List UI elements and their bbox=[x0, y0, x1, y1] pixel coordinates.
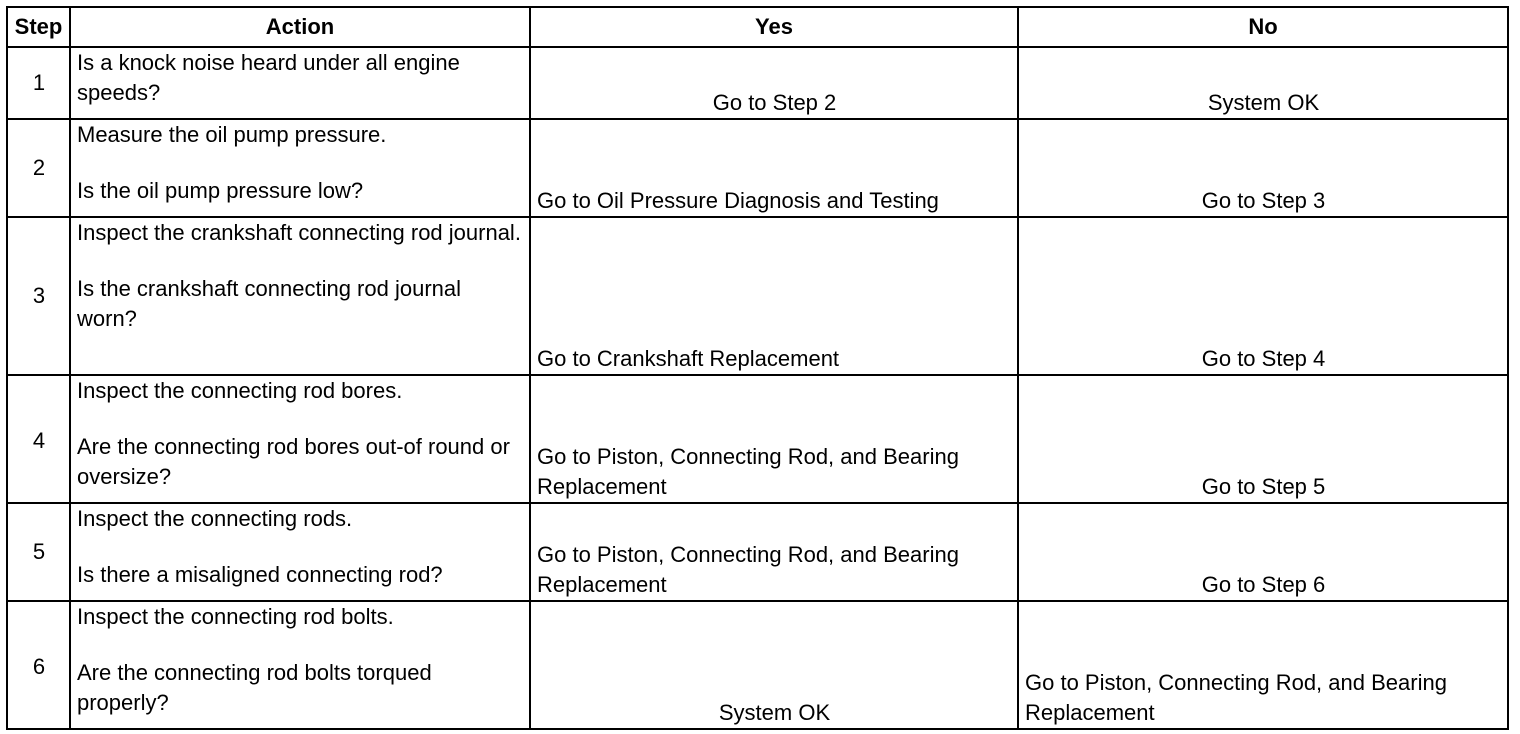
action-instruction: Inspect the crankshaft connecting rod journal. bbox=[77, 220, 521, 245]
step-number: 5 bbox=[7, 503, 70, 601]
step-number-cell bbox=[7, 601, 70, 729]
yes-result: Go to Oil Pressure Diagnosis and Testing bbox=[530, 119, 1018, 217]
header-row bbox=[7, 7, 1508, 47]
action-cell bbox=[70, 503, 530, 601]
action-cell bbox=[70, 119, 530, 217]
header-no: No bbox=[1018, 7, 1508, 47]
no-result: Go to Step 3 bbox=[1018, 119, 1508, 217]
no-result: Go to Piston, Connecting Rod, and Bearing Replacement bbox=[1018, 601, 1508, 729]
table-row bbox=[7, 503, 1508, 601]
action-question: Is the crankshaft connecting rod journal worn? bbox=[77, 276, 462, 331]
action-cell bbox=[70, 47, 530, 119]
action-cell bbox=[70, 375, 530, 503]
action-instruction: Inspect the connecting rod bolts. bbox=[77, 604, 394, 629]
yes-result: Go to Piston, Connecting Rod, and Bearing Replacement bbox=[530, 503, 1018, 601]
header-action: Action bbox=[70, 7, 530, 47]
no-result: System OK bbox=[1018, 47, 1508, 119]
action-cell bbox=[70, 217, 530, 375]
yes-result: Go to Piston, Connecting Rod, and Bearing Replacement bbox=[530, 375, 1018, 503]
table-row bbox=[7, 375, 1508, 503]
step-number-cell bbox=[7, 375, 70, 503]
step-number: 3 bbox=[7, 217, 70, 375]
header-step: Step bbox=[7, 7, 70, 47]
table-row bbox=[7, 601, 1508, 729]
diagnostic-table bbox=[6, 6, 1509, 730]
action-question: Are the connecting rod bores out-of round or oversize? bbox=[77, 434, 510, 489]
table-row bbox=[7, 217, 1508, 375]
yes-result: Go to Step 2 bbox=[530, 47, 1018, 119]
step-number: 2 bbox=[7, 119, 70, 217]
no-result: Go to Step 6 bbox=[1018, 503, 1508, 601]
action-question: Is the oil pump pressure low? bbox=[77, 178, 364, 203]
no-result: Go to Step 5 bbox=[1018, 375, 1508, 503]
step-number: 6 bbox=[32, 654, 46, 679]
action-instruction: Inspect the connecting rods. bbox=[77, 506, 353, 531]
diagnostic-table-container bbox=[6, 6, 1507, 730]
no-result: Go to Step 4 bbox=[1018, 217, 1508, 375]
action-instruction: Inspect the connecting rod bores. bbox=[77, 378, 403, 403]
action-question: Are the connecting rod bolts torqued properly? bbox=[77, 660, 432, 715]
yes-result: System OK bbox=[530, 601, 1018, 729]
table-row bbox=[7, 47, 1508, 119]
action-instruction: Measure the oil pump pressure. bbox=[77, 122, 387, 147]
yes-result: Go to Crankshaft Replacement bbox=[530, 217, 1018, 375]
step-number: 1 bbox=[7, 47, 70, 119]
action-question: Is there a misaligned connecting rod? bbox=[77, 562, 443, 587]
header-yes: Yes bbox=[530, 7, 1018, 47]
table-row bbox=[7, 119, 1508, 217]
step-number: 4 bbox=[32, 428, 46, 453]
action-cell bbox=[70, 601, 530, 729]
action-text: Is a knock noise heard under all engine speeds? bbox=[77, 50, 460, 105]
